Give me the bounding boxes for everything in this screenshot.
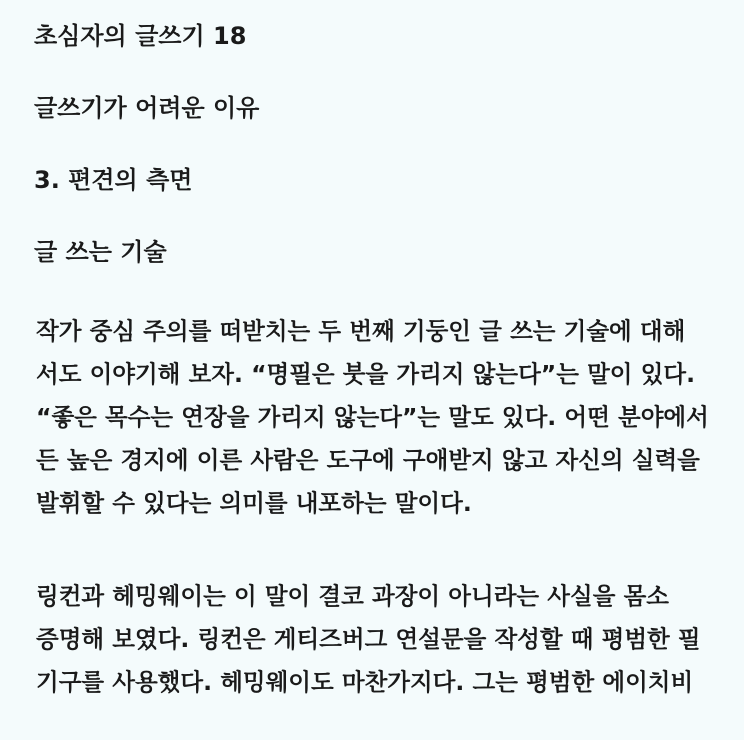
- paragraph-2: [36, 575, 724, 704]
- section-heading: 3. 편견의 측면: [34, 166, 193, 194]
- paragraph-line: 링컨과 헤밍웨이는 이 말이 결코 과장이 아니라는 사실을 몸소: [36, 582, 669, 610]
- paragraph-line: 기구를 사용했다. 헤밍웨이도 마찬가지다. 그는 평범한 에이치비: [36, 668, 694, 696]
- paragraph-line: 작가 중심 주의를 떠받치는 두 번째 기둥인 글 쓰는 기술에 대해: [36, 317, 686, 345]
- paragraph-line: 증명해 보였다. 링컨은 게티즈버그 연설문을 작성할 때 평범한 필: [36, 625, 701, 653]
- series-title: 초심자의 글쓰기 18: [34, 22, 247, 50]
- subtitle: 글쓰기가 어려운 이유: [34, 94, 260, 122]
- paragraph-1: [36, 310, 724, 525]
- paragraph-line: 서도 이야기해 보자. “명필은 붓을 가리지 않는다”는 말이 있다.: [36, 360, 696, 388]
- topic-heading: 글 쓰는 기술: [34, 238, 167, 266]
- paragraph-line: “좋은 목수는 연장을 가리지 않는다”는 말도 있다. 어떤 분야에서: [36, 403, 709, 431]
- paragraph-line: 든 높은 경지에 이른 사람은 도구에 구애받지 않고 자신의 실력을: [36, 446, 700, 474]
- paragraph-line: 발휘할 수 있다는 의미를 내포하는 말이다.: [36, 489, 472, 517]
